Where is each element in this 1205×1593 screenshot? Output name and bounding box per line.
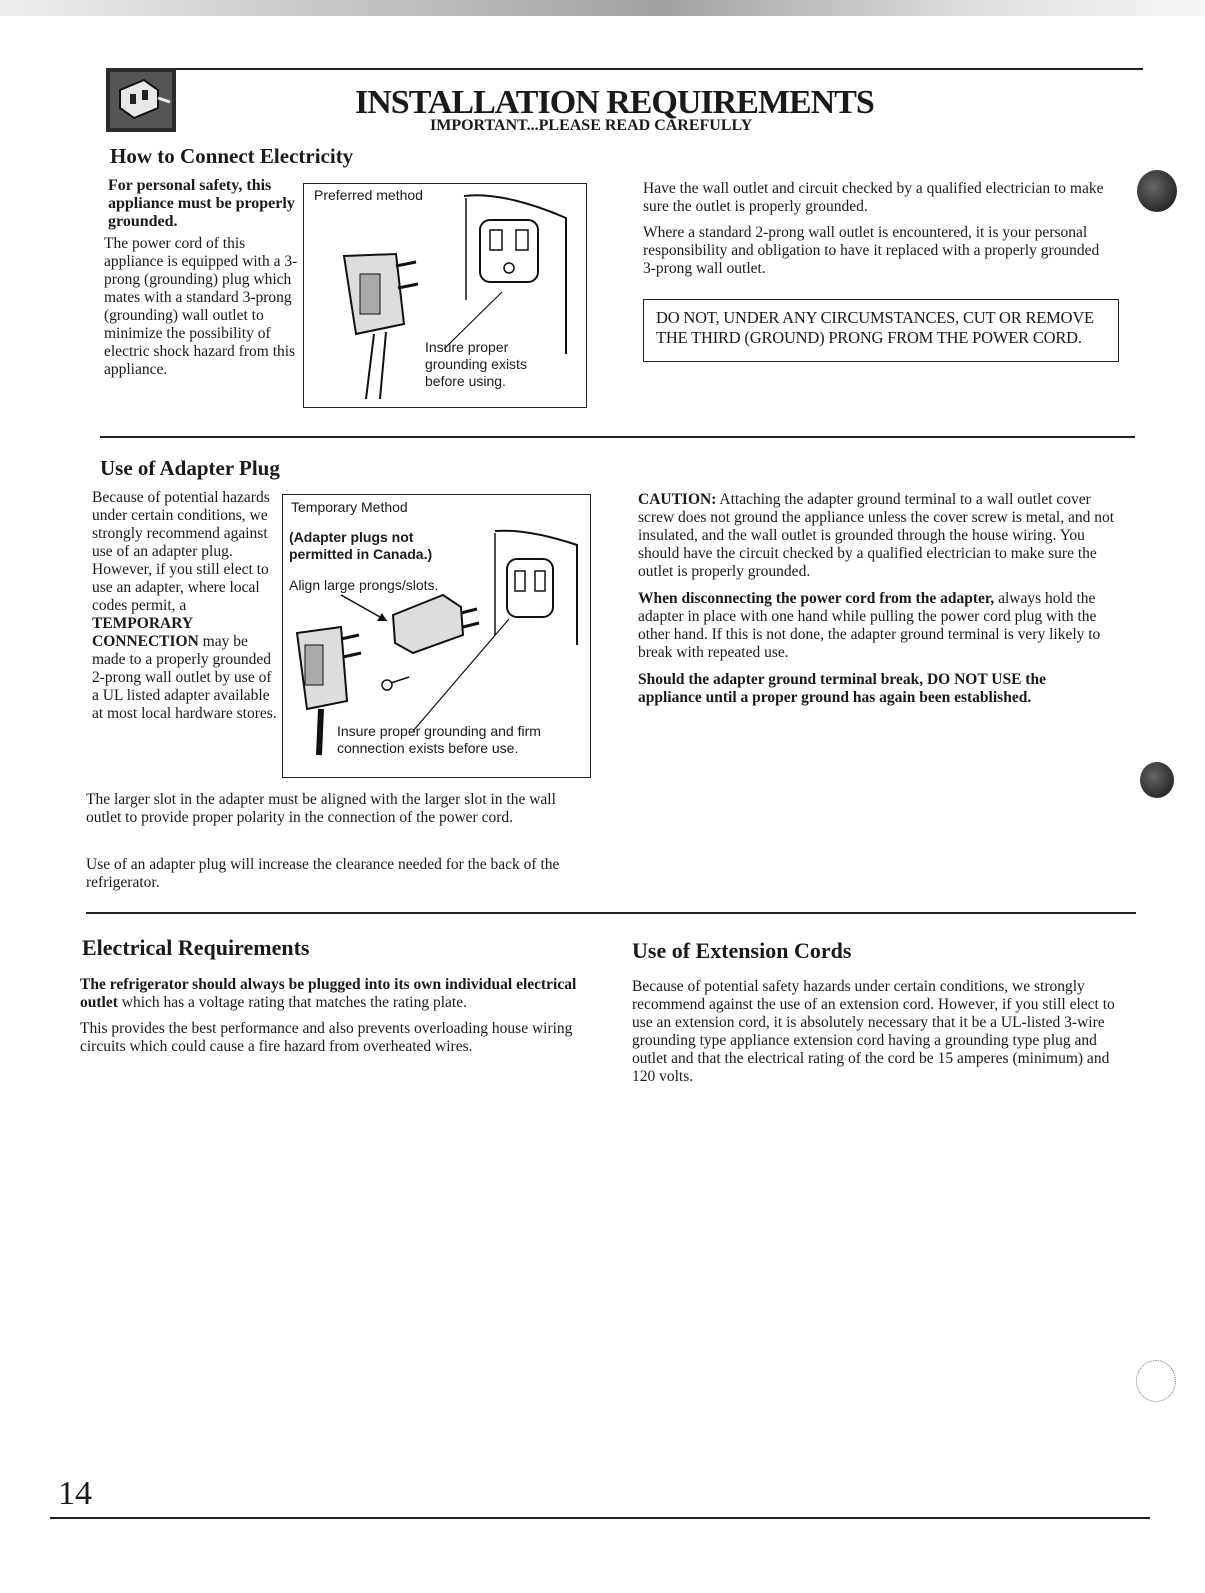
connect-right-p1: Have the wall outlet and circuit checked by a qualified electrician to make sure the outlet is properly grounded.	[643, 180, 1104, 215]
page-title: INSTALLATION REQUIREMENTS	[355, 84, 874, 121]
caution-paragraph	[638, 491, 1123, 581]
connect-heading: How to Connect Electricity	[110, 144, 354, 168]
section-rule-2	[86, 912, 1136, 914]
connect-safety-lead: For personal safety, this appliance must be properly grounded.	[108, 177, 295, 230]
electrical-heading: Electrical Requirements	[82, 935, 310, 960]
margin-dot-middle	[1140, 762, 1174, 798]
adapter-body	[92, 489, 280, 723]
adapter-body-post: may be made to a properly grounded 2-prong wall outlet by use of a UL listed adapter available at most local hardware stores.	[92, 633, 277, 722]
preferred-method-label: Preferred method	[314, 187, 423, 203]
header-rule	[106, 68, 1143, 70]
margin-dot-top	[1137, 170, 1177, 212]
page-number: 14	[58, 1475, 92, 1512]
extension-heading: Use of Extension Cords	[632, 938, 852, 963]
adapter-body-pre: Because of potential hazards under certain conditions, we strongly recommend against use of an adapter plug. However, if you still elect to use an adapter, where local codes permit, a	[92, 489, 270, 614]
electrical-p1	[80, 976, 580, 1012]
disconnect-paragraph	[638, 590, 1123, 662]
ground-break-warning: Should the adapter ground terminal break, DO NOT USE the appliance until a proper ground has again been established.	[638, 671, 1046, 706]
temporary-method-label: Temporary Method	[291, 499, 408, 515]
plug-icon	[106, 68, 176, 132]
temporary-method-figure	[282, 494, 591, 778]
extension-body: Because of potential safety hazards under certain conditions, we strongly recommend against the use of an extension cord. However, if you still elect to use an extension cord, it is absolutely necessary that it be a UL-listed 3-wire grounding type appliance extension cord having a grounding type plug and outlet and that the electrical rating of the cord be 15 amperes (minimum) and 120 volts.	[632, 978, 1115, 1085]
electrical-p1-text: which has a voltage rating that matches the rating plate.	[121, 994, 467, 1011]
electrical-p2: This provides the best performance and also prevents overloading house wiring circuits which could cause a fire hazard from overheated wires.	[80, 1020, 573, 1055]
margin-mark-bottom	[1136, 1360, 1176, 1402]
adapter-clearance-note: Use of an adapter plug will increase the clearance needed for the back of the refrigerator.	[86, 856, 560, 891]
adapter-heading: Use of Adapter Plug	[100, 456, 280, 480]
align-prongs-label: Align large prongs/slots.	[289, 577, 439, 593]
footer-rule	[50, 1517, 1150, 1519]
adapter-body-bold: TEMPORARY CONNECTION	[92, 615, 199, 650]
adapter-polarity-note: The larger slot in the adapter must be aligned with the larger slot in the wall outlet to provide proper polarity in the connection of the power cord.	[86, 791, 556, 826]
preferred-method-figure	[303, 183, 587, 408]
page-subtitle: IMPORTANT...PLEASE READ CAREFULLY	[430, 117, 753, 134]
section-rule-1	[100, 436, 1135, 438]
top-scan-band	[0, 0, 1205, 16]
temporary-method-caption: Insure proper grounding and firm connection exists before use.	[337, 723, 541, 756]
caution-text: Attaching the adapter ground terminal to a wall outlet cover screw does not ground the appliance unless the cover screw is metal, and not insulated, and the wall outlet is grounded through the house wiring. You should have the circuit checked by a qualified electrician to make sure the outlet is properly grounded.	[638, 491, 1115, 580]
connect-right-p2: Where a standard 2-prong wall outlet is encountered, it is your personal responsibility and obligation to have it replaced with a properly grounded 3-prong wall outlet.	[643, 224, 1100, 277]
caution-label: CAUTION:	[638, 491, 717, 508]
disconnect-bold: When disconnecting the power cord from the adapter,	[638, 590, 995, 607]
ground-prong-warning-box	[643, 299, 1119, 362]
canada-note: (Adapter plugs not permitted in Canada.)	[289, 529, 433, 562]
electrical-p1-bold: The refrigerator should always be plugged into its own individual electrical outlet	[80, 976, 577, 1011]
disconnect-text: always hold the adapter in place with one hand while pulling the power cord plug with the other hand. If this is not done, the adapter ground terminal is very likely to break with repeated use.	[638, 590, 1101, 661]
preferred-method-caption: Insure proper grounding exists before using.	[425, 339, 527, 389]
ground-prong-warning-text: DO NOT, UNDER ANY CIRCUMSTANCES, CUT OR REMOVE THE THIRD (GROUND) PRONG FROM THE POWER CORD.	[656, 308, 1094, 347]
connect-body: The power cord of this appliance is equipped with a 3-prong (grounding) plug which mates with a standard 3-prong (grounding) wall outlet to minimize the possibility of electric shock hazard from this appliance.	[104, 235, 298, 378]
